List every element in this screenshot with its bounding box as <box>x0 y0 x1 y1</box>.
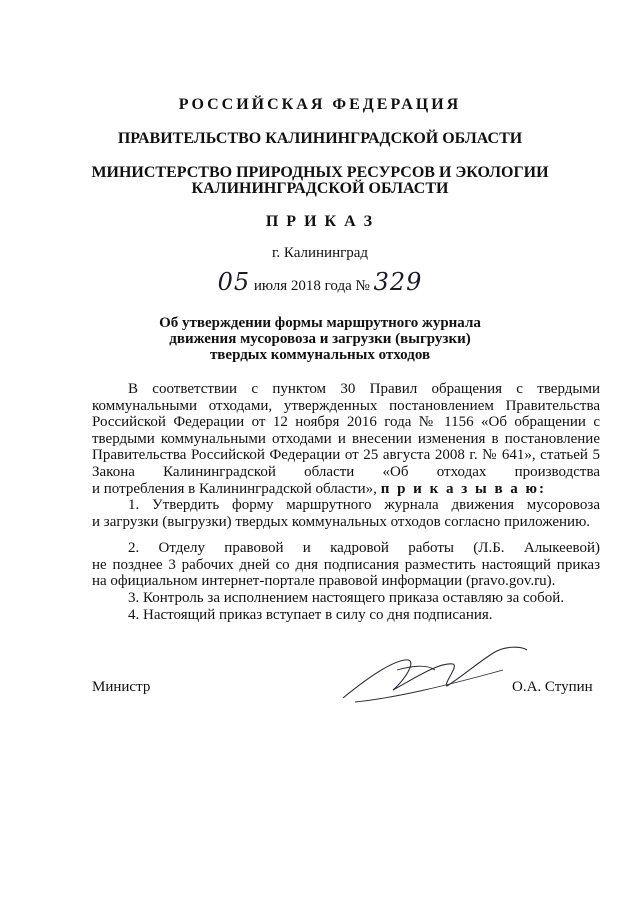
item-line: 4. Настоящий приказ вступает в силу со дня подписания. <box>128 607 493 623</box>
preamble-line: твердыми коммунальными отходами и внесении изменения в постановление <box>92 430 600 447</box>
city-line: г. Калининград <box>271 245 369 261</box>
ministry-heading-line2: КАЛИНИНГРАДСКОЙ ОБЛАСТИ <box>191 180 449 197</box>
handwritten-number: 329 <box>373 268 423 296</box>
item-2 <box>92 540 600 590</box>
preamble-line: В соответствии с пунктом 30 Правил обращения с твердыми <box>128 381 600 397</box>
item-3 <box>92 590 600 607</box>
item-line: на официальном интернет-портале правовой информации (pravo.gov.ru). <box>92 573 556 590</box>
item-line: 1. Утвердить форму маршрутного журнала движения мусоровоза <box>128 497 600 513</box>
title-line-1: Об утверждении формы маршрутного журнала <box>159 315 481 331</box>
doc-type-heading: П Р И К А З <box>265 213 375 230</box>
signatory-name: О.А. Ступин <box>512 679 593 695</box>
item-1 <box>92 497 600 530</box>
preamble-paragraph <box>92 381 600 497</box>
country-heading: РОССИЙСКАЯ ФЕДЕРАЦИЯ <box>178 96 462 113</box>
item-4 <box>92 607 600 624</box>
preamble-line: коммунальными отходами, утвержденных постановлением Правительства <box>92 397 600 414</box>
handwritten-signature <box>335 640 535 710</box>
title-line-3: твердых коммунальных отходов <box>209 347 431 363</box>
item-line: не позднее 3 рабочих дней со дня подписания разместить настоящий приказ <box>92 556 600 573</box>
signatory-position: Министр <box>92 679 151 695</box>
document-title <box>0 315 640 363</box>
item-line: 3. Контроль за исполнением настоящего приказа оставляю за собой. <box>128 590 565 606</box>
order-word: п р и к а з ы в а ю: <box>380 480 547 497</box>
preamble-line: Правительства Российской Федерации от 25 августа 2008 г. № 641», статьей 5 <box>92 447 600 464</box>
date-text: июля 2018 года № <box>253 278 370 294</box>
date-number-line <box>0 268 640 296</box>
preamble-last-line <box>92 481 600 498</box>
item-line: 2. Отделу правовой и кадровой работы (Л.Б. Алыкеевой) <box>128 540 600 556</box>
item-line: и загрузки (выгрузки) твердых коммунальных отходов согласно приложению. <box>92 513 591 530</box>
ministry-heading-line1: МИНИСТЕРСТВО ПРИРОДНЫХ РЕСУРСОВ И ЭКОЛОГИИ <box>91 164 549 181</box>
handwritten-day: 05 <box>217 268 251 296</box>
preamble-line: Закона Калининградской области «Об отходах производства <box>92 463 600 480</box>
preamble-line: Российской Федерации от 12 ноября 2016 года № 1156 «Об обращении с <box>92 414 600 431</box>
preamble-last-text: и потребления в Калининградской области», <box>92 480 377 497</box>
title-line-2: движения мусоровоза и загрузки (выгрузки) <box>169 331 471 347</box>
government-heading: ПРАВИТЕЛЬСТВО КАЛИНИНГРАДСКОЙ ОБЛАСТИ <box>117 130 523 147</box>
